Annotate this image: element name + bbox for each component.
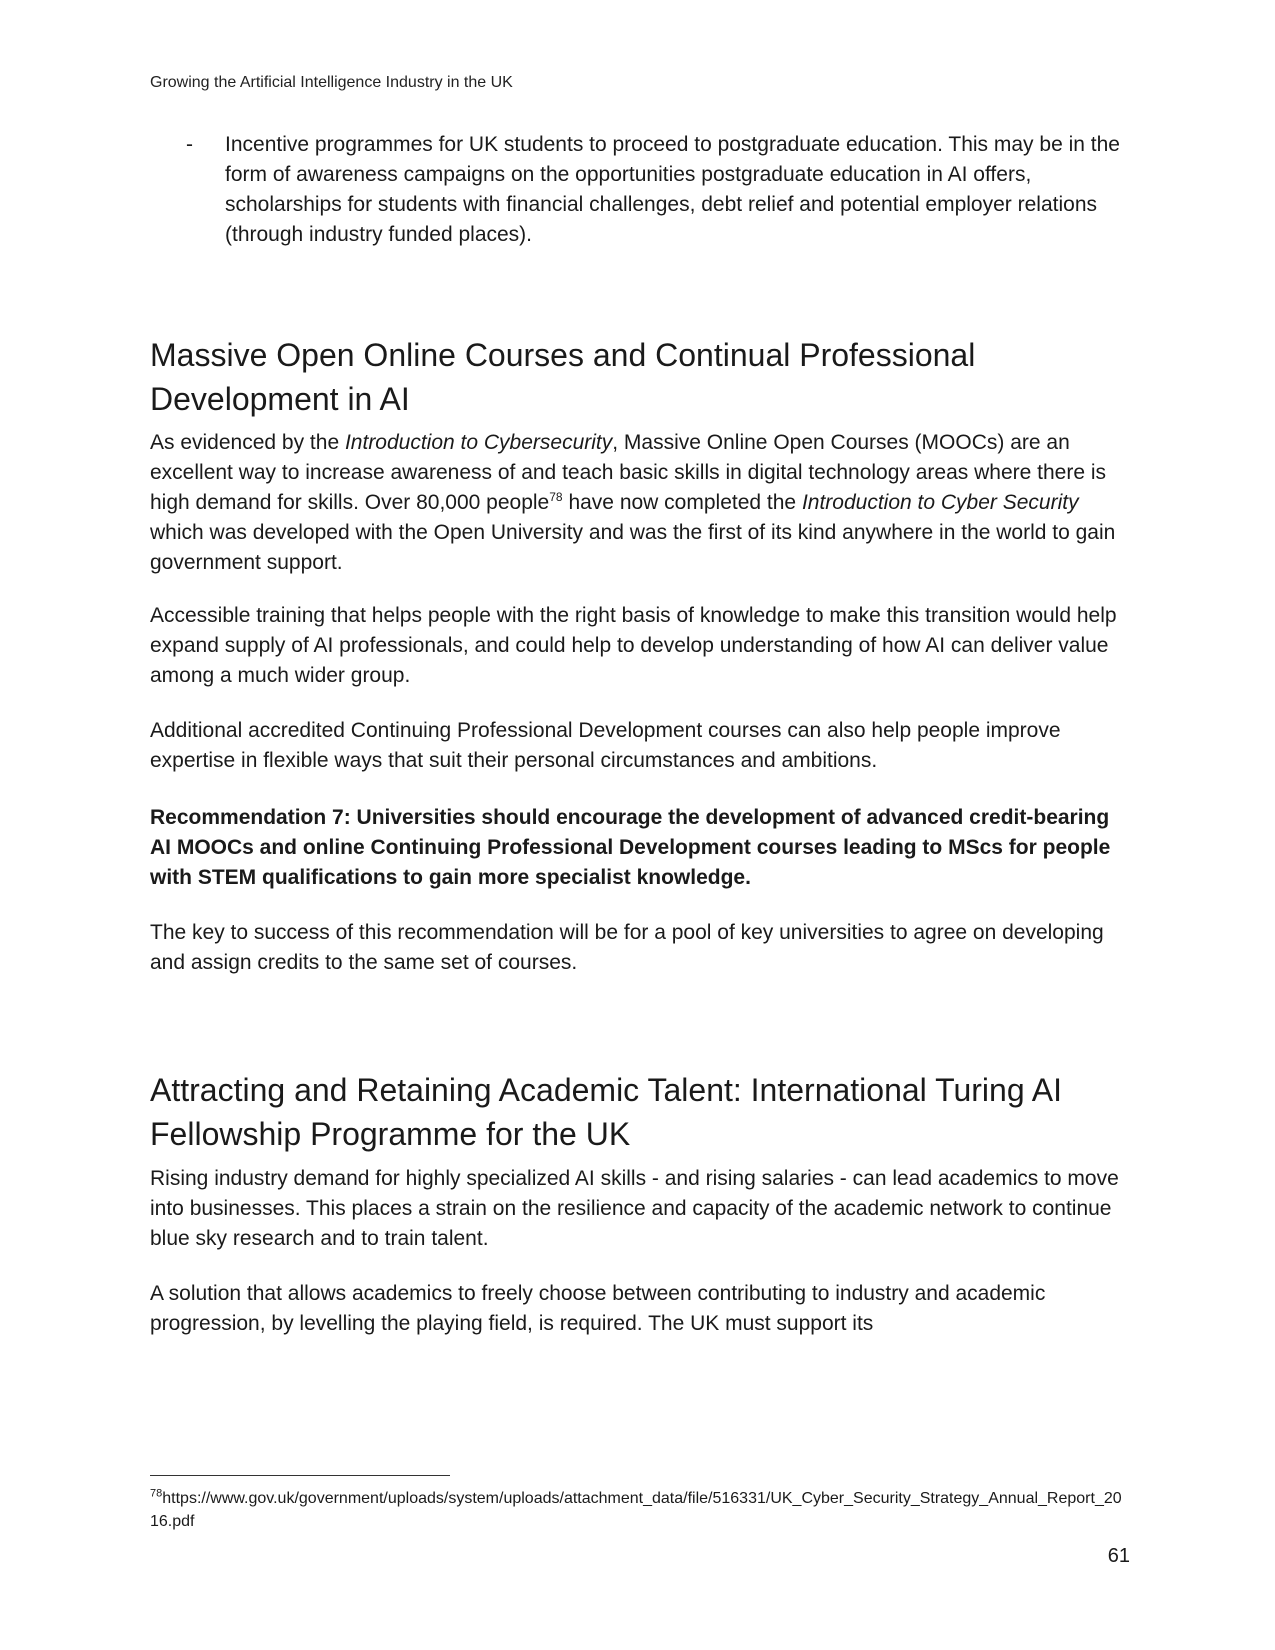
paragraph-accessible-training: Accessible training that helps people with the right basis of knowledge to make this transition would help expand supply of AI professionals, and could help to develop understanding of how AI can deliver value among a much wider group. [150,604,1117,687]
bullet-dash: - [186,133,193,156]
document-page [150,0,1130,1650]
footnote-number: 78 [150,1487,163,1500]
footnote-url[interactable]: https://www.gov.uk/government/uploads/system/uploads/attachment_data/file/516331/UK_Cyber_Security_Strategy_Annual_Report_2016.pdf [150,1490,1122,1530]
bullet-item [150,130,1130,250]
footnote-divider [150,1475,450,1476]
italic-course-title: Introduction to Cybersecurity [344,431,613,454]
paragraph-key-to-success: The key to success of this recommendation will be for a pool of key universities to agree on developing and assign credits to the same set of courses. [150,921,1104,974]
footnote [150,1487,1130,1533]
text-run: As evidenced by the [150,431,345,454]
recommendation-7: Recommendation 7: Universities should encourage the development of advanced credit-bearing AI MOOCs and online Continuing Professional Development courses leading to MScs for people with STEM qualifications to gain more specialist knowledge. [150,806,1111,889]
section-heading-moocs: Massive Open Online Courses and Continual Professional Development in AI [150,337,976,417]
paragraph-industry-demand: Rising industry demand for highly specialized AI skills - and rising salaries - can lead academics to move into businesses. This places a strain on the resilience and capacity of the academic network to continue blue sky research and to train talent. [150,1167,1119,1250]
section-heading-academic-talent: Attracting and Retaining Academic Talent: International Turing AI Fellowship Programme for the UK [150,1072,1062,1152]
text-run: , Massive Online Open Courses (MOOCs) are an excellent way to increase awareness of and teach basic skills in digital technology areas where there is high demand for skills. Over 80,000 people [150,431,1107,514]
page-number: 61 [1107,1545,1130,1567]
text-run: have now completed the [562,491,802,514]
footnote-ref[interactable]: 78 [549,490,563,504]
paragraph-solution: A solution that allows academics to freely choose between contributing to industry and academic progression, by levelling the playing field, is required. The UK must support its [150,1282,1046,1335]
bullet-text: Incentive programmes for UK students to proceed to postgraduate education. This may be in the form of awareness campaigns on the opportunities postgraduate education in AI offers, scholarships for students with financial challenges, debt relief and potential employer relations (through industry funded places). [225,133,1120,246]
paragraph-moocs-intro [150,428,1130,578]
running-header: Growing the Artificial Intelligence Industry in the UK [150,74,513,91]
text-run: which was developed with the Open University and was the first of its kind anywhere in the world to gain government support. [150,521,1116,574]
paragraph-cpd: Additional accredited Continuing Professional Development courses can also help people improve expertise in flexible ways that suit their personal circumstances and ambitions. [150,719,1061,772]
italic-course-title: Introduction to Cyber Security [801,491,1079,514]
